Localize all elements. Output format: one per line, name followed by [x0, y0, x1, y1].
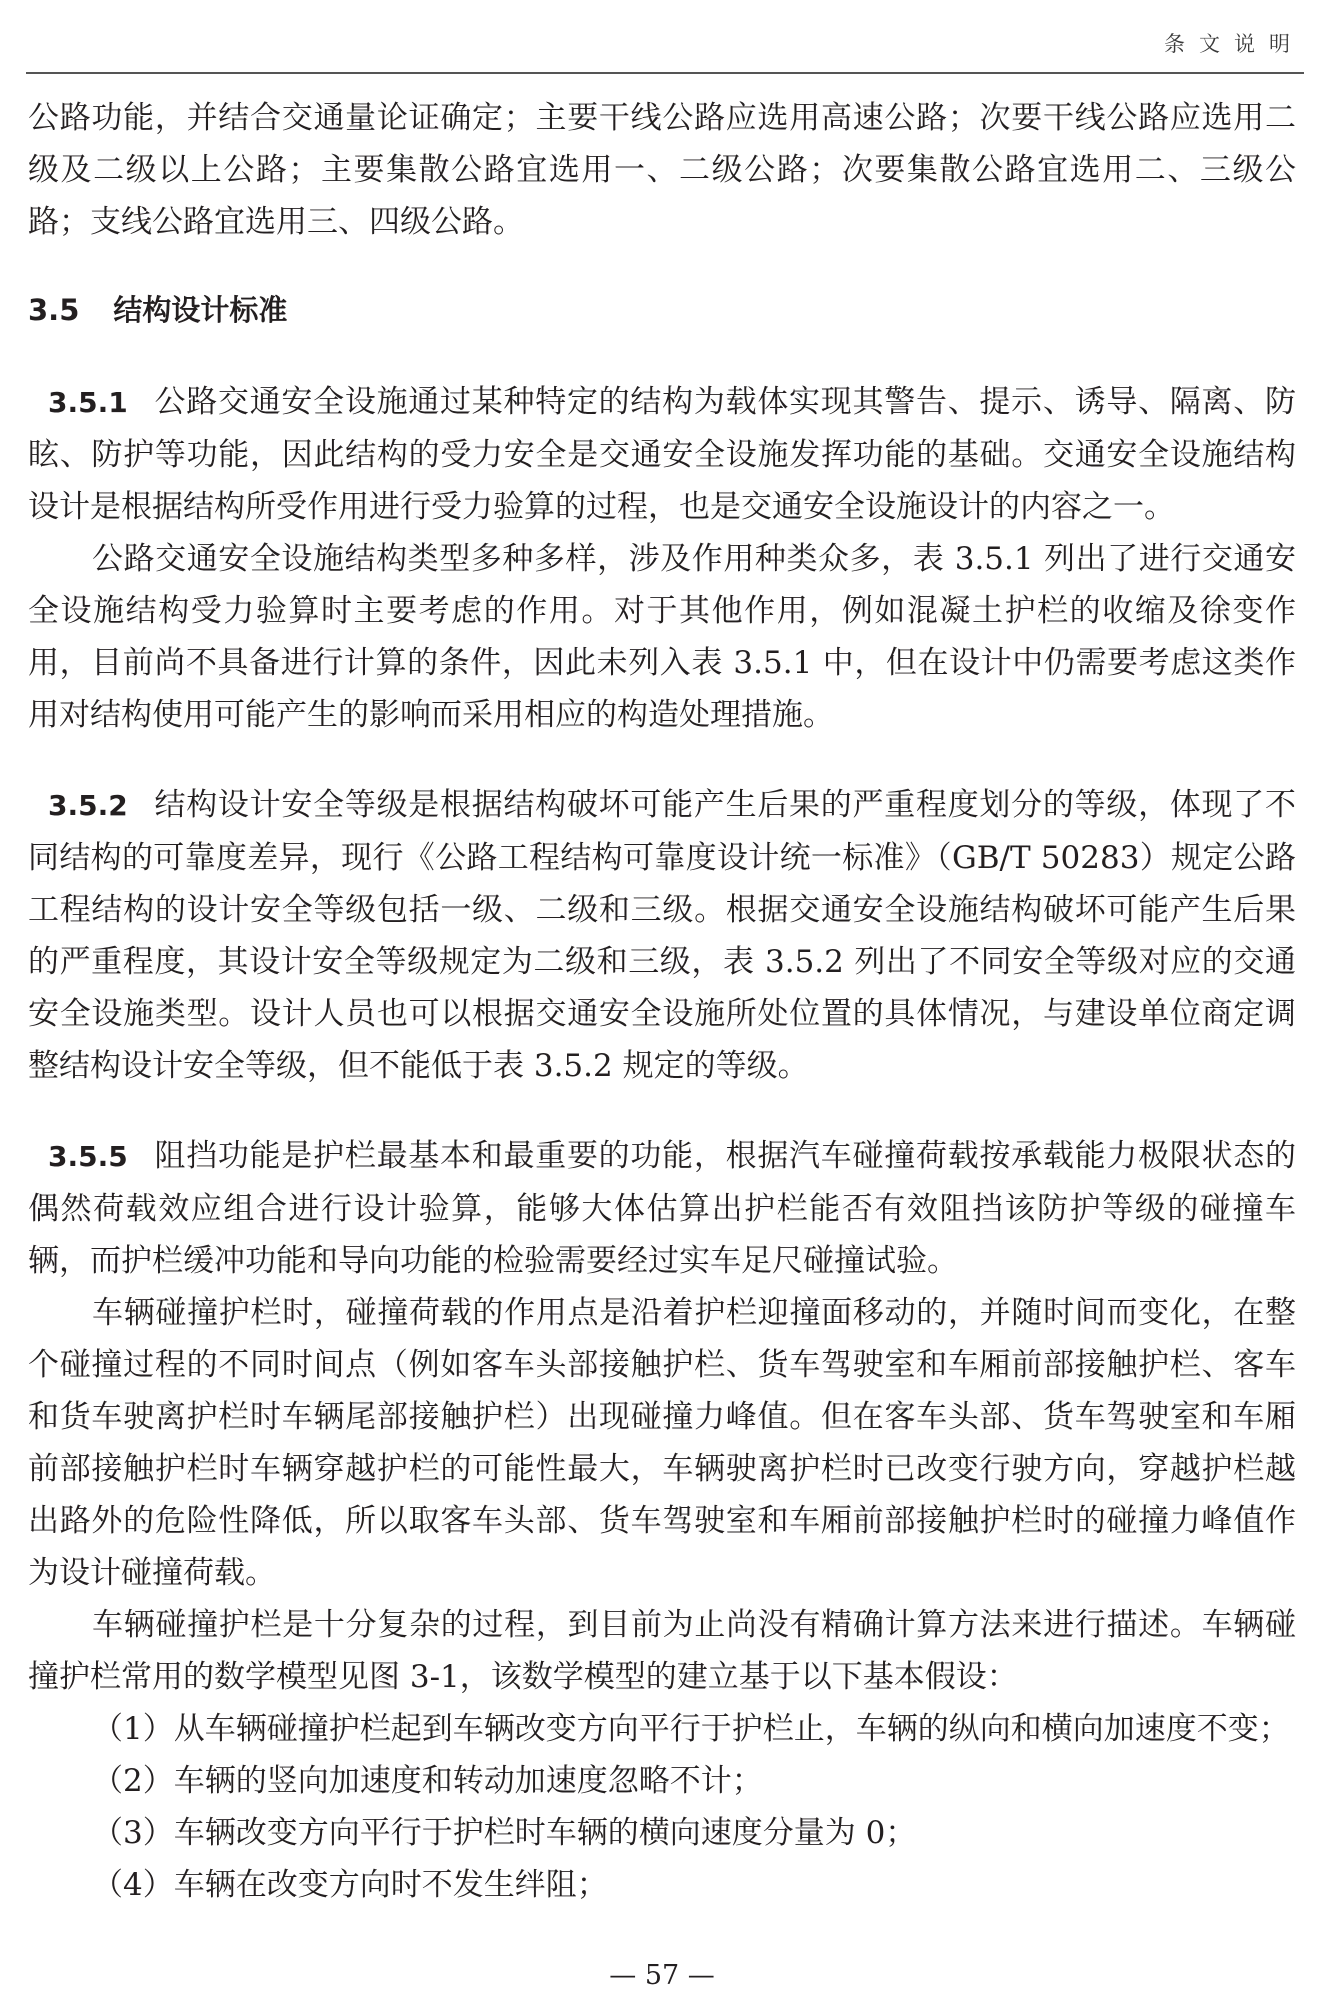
- assumption-item: （2）车辆的竖向加速度和转动加速度忽略不计；: [92, 1763, 763, 1799]
- running-header: 条文说明: [1164, 32, 1304, 56]
- clause-paragraph: [28, 376, 1296, 533]
- clause-number: 3.5.1: [48, 386, 128, 419]
- clause-number: 3.5.5: [48, 1140, 128, 1173]
- assumption-item: （3）车辆改变方向平行于护栏时车辆的横向速度分量为 0；: [92, 1815, 917, 1851]
- assumption-item: （1）从车辆碰撞护栏起到车辆改变方向平行于护栏止，车辆的纵向和横向加速度不变；: [92, 1711, 1290, 1747]
- clause-text: 公路交通安全设施通过某种特定的结构为载体实现其警告、提示、诱导、隔离、防眩、防护等功能，因此结构的受力安全是交通安全设施发挥功能的基础。交通安全设施结构设计是根据结构所受作用进行受力验算的过程，也是交通安全设施设计的内容之一。: [28, 384, 1296, 525]
- clause-paragraph: [28, 1130, 1296, 1287]
- section-heading: [28, 284, 1296, 336]
- clause-paragraph: 车辆碰撞护栏时，碰撞荷载的作用点是沿着护栏迎撞面移动的，并随时间而变化，在整个碰撞过程的不同时间点（例如客车头部接触护栏、货车驾驶室和车厢前部接触护栏、客车和货车驶离护栏时车辆尾部接触护栏）出现碰撞力峰值。但在客车头部、货车驾驶室和车厢前部接触护栏时车辆穿越护栏的可能性最大，车辆驶离护栏时已改变行驶方向，穿越护栏越出路外的危险性降低，所以取客车头部、货车驾驶室和车厢前部接触护栏时的碰撞力峰值作为设计碰撞荷载。: [28, 1295, 1296, 1591]
- clause-text: 结构设计安全等级是根据结构破坏可能产生后果的严重程度划分的等级，体现了不同结构的可靠度差异，现行《公路工程结构可靠度设计统一标准》（GB/T 50283）规定公路工程结构的设计安全等级包括一级、二级和三级。根据交通安全设施结构破坏可能产生后果的严重程度，其设计安全等级规定为二级和三级，表 3.5.2 列出了不同安全等级对应的交通安全设施类型。设计人员也可以根据交通安全设施所处位置的具体情况，与建设单位商定调整结构设计安全等级，但不能低于表 3.5.2 规定的等级。: [28, 787, 1296, 1084]
- page-number: — 57 —: [609, 1960, 715, 1991]
- page-body: [28, 92, 1296, 1911]
- clause-paragraph: 车辆碰撞护栏是十分复杂的过程，到目前为止尚没有精确计算方法来进行描述。车辆碰撞护栏常用的数学模型见图 3-1，该数学模型的建立基于以下基本假设：: [28, 1607, 1296, 1695]
- clause-paragraph: [28, 779, 1296, 1092]
- intro-paragraph: 公路功能，并结合交通量论证确定；主要干线公路应选用高速公路；次要干线公路应选用二级及二级以上公路；主要集散公路宜选用一、二级公路；次要集散公路宜选用二、三级公路；支线公路宜选用三、四级公路。: [28, 100, 1296, 240]
- section-number: 3.5: [28, 293, 80, 327]
- assumption-item: （4）车辆在改变方向时不发生绊阻；: [92, 1867, 608, 1903]
- header-divider: [26, 72, 1304, 74]
- clause-text: 阻挡功能是护栏最基本和最重要的功能，根据汽车碰撞荷载按承载能力极限状态的偶然荷载效应组合进行设计验算，能够大体估算出护栏能否有效阻挡该防护等级的碰撞车辆，而护栏缓冲功能和导向功能的检验需要经过实车足尺碰撞试验。: [28, 1138, 1296, 1279]
- clause-number: 3.5.2: [48, 789, 128, 822]
- clause-paragraph: 公路交通安全设施结构类型多种多样，涉及作用种类众多，表 3.5.1 列出了进行交通安全设施结构受力验算时主要考虑的作用。对于其他作用，例如混凝土护栏的收缩及徐变作用，目前尚不具备进行计算的条件，因此未列入表 3.5.1 中，但在设计中仍需要考虑这类作用对结构使用可能产生的影响而采用相应的构造处理措施。: [28, 541, 1296, 733]
- section-title: 结构设计标准: [113, 293, 288, 327]
